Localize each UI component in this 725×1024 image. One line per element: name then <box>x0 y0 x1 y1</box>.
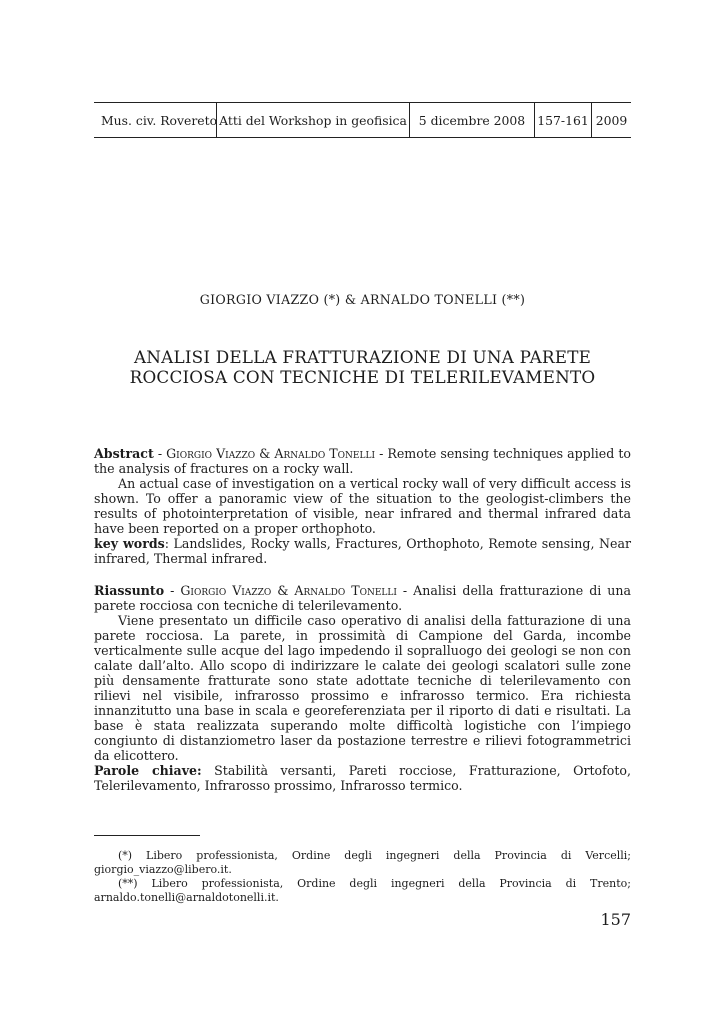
riassunto-heading <box>94 583 631 613</box>
keywords-list: : Landslides, Rocky walls, Fractures, Orthophoto, Remote sensing, Near infrared, Thermal infrared. <box>94 536 631 566</box>
riassunto-body: Viene presentato un difficile caso operativo di analisi della fatturazione di una parete rocciosa. La parete, in prossimità di Campione del Garda, incombe verticalmente sulle acque del lago impedendo il sopralluogo dei geologi se non con calate dall’alto. Allo scopo di indirizzare le calate dei geologi scalatori sulle zone più densamente fratturate sono state adottate tecniche di telerilevamento con rilievi nel visibile, infrarosso prossimo e infrarosso termico. Era richiesta innanzitutto una base in scala e georeferenziata per il riporto di dati e risultati. La base è stata realizzata superando molte difficoltà logistiche con l’impiego congiunto di distanziometro laser da postazione terrestre e rilievi fotogrammetrici da elicottero. <box>94 613 631 763</box>
title-line-1: ANALISI DELLA FRATTURAZIONE DI UNA PARETE <box>133 347 592 367</box>
riassunto-label: Riassunto <box>94 583 165 598</box>
riassunto-section <box>94 583 631 793</box>
footnote-divider <box>94 835 200 836</box>
header-journal: Mus. civ. Rovereto <box>101 112 218 128</box>
title-line-2: ROCCIOSA CON TECNICHE DI TELERILEVAMENTO <box>129 367 596 387</box>
abstract-body: An actual case of investigation on a vertical rocky wall of very difficult access is shown. To offer a panoramic view of the situation to the geologist-climbers the results of photointerpretation of visible, near infrared and thermal infrared data have been reported on a proper orthophoto. <box>94 476 631 536</box>
abstract-title: - Remote sensing techniques applied to the analysis of fractures on a rocky wall. <box>94 446 631 476</box>
header-pages: 157-161 <box>534 103 591 137</box>
footnote-2: (**) Libero professionista, Ordine degli ingegneri della Provincia di Trento; arnaldo.tonelli@arnaldotonelli.it. <box>94 877 631 904</box>
parole-chiave-label: Parole chiave: <box>94 763 202 778</box>
riassunto-authors: Giorgio Viazzo & Arnaldo Tonelli <box>180 583 397 598</box>
page-number: 157 <box>600 910 631 929</box>
header-year: 2009 <box>591 103 631 137</box>
parole-chiave-list: Stabilità versanti, Pareti rocciose, Fratturazione, Ortofoto, Telerilevamento, Infrarosso prossimo, Infrarosso termico. <box>94 763 631 793</box>
riassunto-keywords <box>94 763 631 793</box>
abstract-authors: Giorgio Viazzo & Arnaldo Tonelli <box>166 446 376 461</box>
abstract-section <box>94 446 631 566</box>
header-date: 5 dicembre 2008 <box>409 103 534 137</box>
footnotes <box>94 849 631 905</box>
paper-title <box>0 347 725 387</box>
riassunto-title: - Analisi della fratturazione di una parete rocciosa con tecniche di telerilevamento. <box>94 583 631 613</box>
footnote-1: (*) Libero professionista, Ordine degli ingegneri della Provincia di Vercelli; giorgio_viazzo@libero.it. <box>94 849 631 876</box>
journal-header-table <box>94 102 631 138</box>
paper-authors: GIORGIO VIAZZO (*) & ARNALDO TONELLI (**) <box>199 292 526 307</box>
abstract-heading <box>94 446 631 476</box>
abstract-label: Abstract <box>94 446 154 461</box>
riassunto-separator: - <box>164 583 181 598</box>
abstract-separator: - <box>153 446 167 461</box>
abstract-keywords <box>94 536 631 566</box>
keywords-label: key words <box>94 536 165 551</box>
header-series: Atti del Workshop in geofisica <box>216 103 409 137</box>
